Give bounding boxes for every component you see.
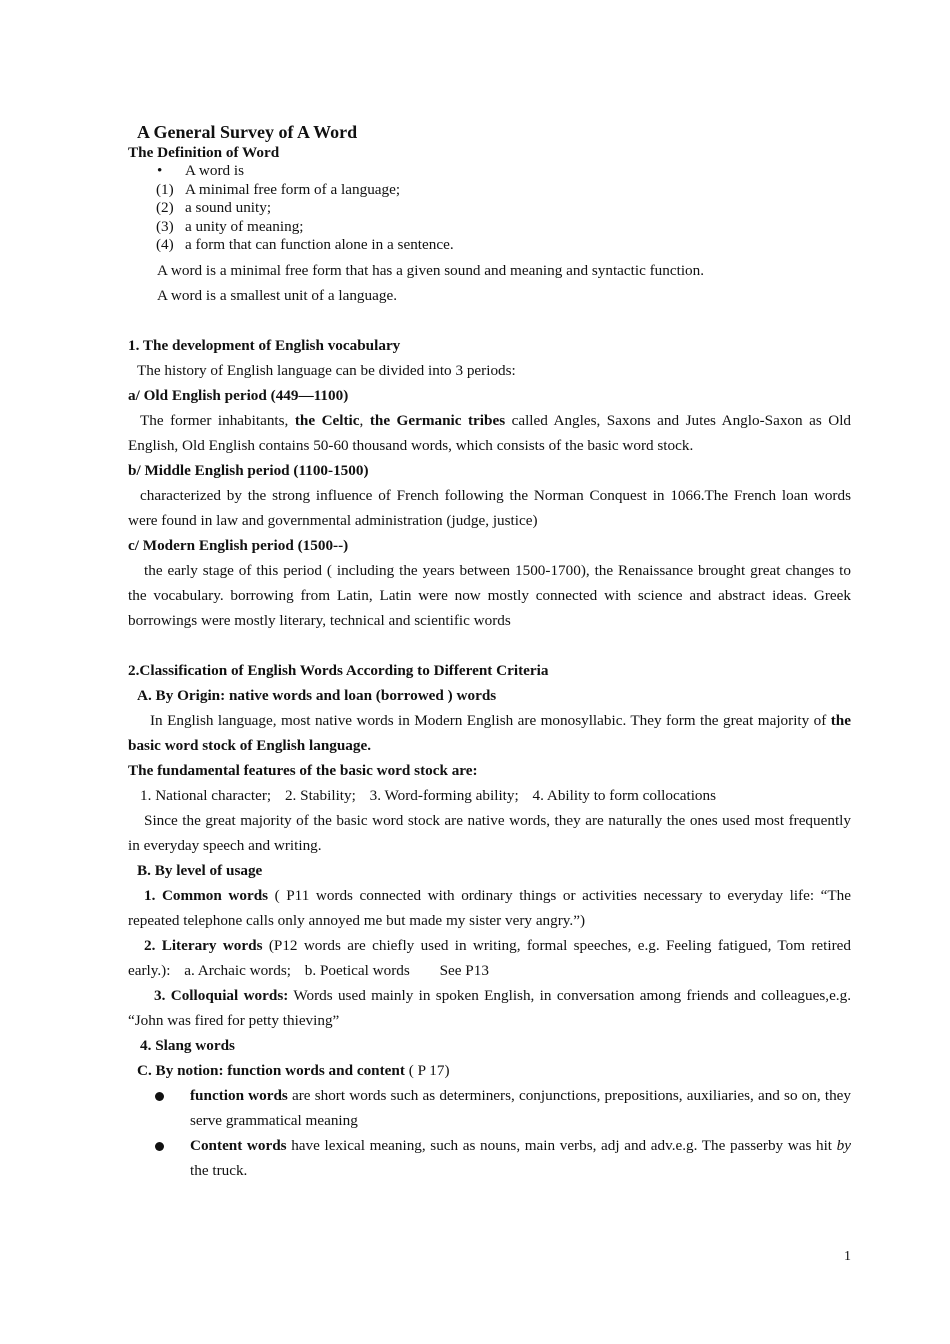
bullet-dot-icon [155, 1092, 164, 1101]
by-origin-paragraph: In English language, most native words in Modern English are monosyllabic. They form the great majority of the basic word stock of English language. [128, 711, 851, 754]
item-text: a form that can function alone in a sentence. [185, 236, 454, 253]
item-number: (1) [156, 180, 174, 198]
function-words-item: function words are short words such as determiners, conjunctions, prepositions, auxiliaries, and so on, they serve grammatical meaning [128, 1083, 851, 1133]
features-heading: The fundamental features of the basic word stock are: [128, 761, 478, 779]
document-page [128, 120, 851, 1183]
slang-words-heading: 4. Slang words [140, 1036, 235, 1054]
middle-english-heading: b/ Middle English period (1100-1500) [128, 461, 369, 479]
modern-english-paragraph: the early stage of this period ( including the years between 1500-1700), the Renaissance brought great changes to the vocabulary. borrowing from Latin, Latin were now mostly connected with science and abstract ideas. Greek borrowings were mostly literary, technical and scientific words [128, 561, 851, 629]
definition-heading: The Definition of Word [128, 144, 280, 161]
definition-item [128, 199, 851, 218]
by-origin-heading: A. By Origin: native words and loan (borrowed ) words [137, 686, 497, 704]
bullet-mark: • [157, 162, 163, 179]
definition-summary-2: A word is a smallest unit of a language. [157, 286, 397, 304]
section1-heading: 1. The development of English vocabulary [128, 336, 401, 354]
item-number: (2) [156, 199, 174, 216]
features-list: 1. National character; 2. Stability; 3. Word-forming ability; 4. Ability to form collocations [140, 786, 717, 804]
features-paragraph: Since the great majority of the basic word stock are native words, they are naturally the ones used most frequently in everyday speech and writing. [128, 811, 851, 854]
by-notion-heading: C. By notion: function words and content ( P 17) [137, 1061, 450, 1079]
by-usage-heading: B. By level of usage [137, 861, 263, 879]
definition-summary-1: A word is a minimal free form that has a given sound and meaning and syntactic function. [157, 261, 705, 279]
colloquial-words-paragraph: 3. Colloquial words: Words used mainly in spoken English, in conversation among friends and colleagues,e.g. “John was fired for petty thieving” [128, 986, 851, 1029]
middle-english-paragraph: characterized by the strong influence of French following the Norman Conquest in 1066.The French loan words were found in law and governmental administration (judge, justice) [128, 486, 851, 529]
page-number: 1 [844, 1249, 851, 1264]
old-english-paragraph: The former inhabitants, the Celtic, the Germanic tribes called Angles, Saxons and Jutes Anglo-Saxon as Old English, Old English contains 50-60 thousand words, which consists of the basic word stock. [128, 411, 852, 454]
bullet-dot-icon [155, 1142, 164, 1151]
section2-heading: 2.Classification of English Words According to Different Criteria [128, 661, 549, 679]
common-words-paragraph: 1. Common words ( P11 words connected with ordinary things or activities necessary to everyday life: “The repeated telephone calls only annoyed me but made my sister very angry.”) [128, 886, 851, 929]
definition-item [128, 218, 851, 237]
modern-english-heading: c/ Modern English period (1500--) [128, 536, 349, 554]
item-text: a unity of meaning; [185, 217, 304, 235]
item-number: (3) [156, 217, 174, 235]
item-number: (4) [156, 236, 174, 253]
content-words-item: Content words have lexical meaning, such as nouns, main verbs, adj and adv.e.g. The passerby was hit by the truck. [128, 1133, 851, 1183]
item-text: a sound unity; [185, 199, 272, 216]
section1-intro: The history of English language can be divided into 3 periods: [137, 361, 516, 379]
old-english-heading: a/ Old English period (449—1100) [128, 386, 349, 404]
bullet-text: A word is [185, 162, 245, 179]
definition-item [128, 181, 851, 200]
definition-item [128, 236, 851, 255]
definition-bullet-item [128, 162, 851, 181]
item-text: A minimal free form of a language; [185, 180, 401, 198]
literary-words-paragraph: 2. Literary words (P12 words are chiefly used in writing, formal speeches, e.g. Feeling fatigued, Tom retired early.): a. Archaic words; b. Poetical words See P13 [128, 936, 851, 979]
page-title: A General Survey of A Word [137, 122, 358, 142]
